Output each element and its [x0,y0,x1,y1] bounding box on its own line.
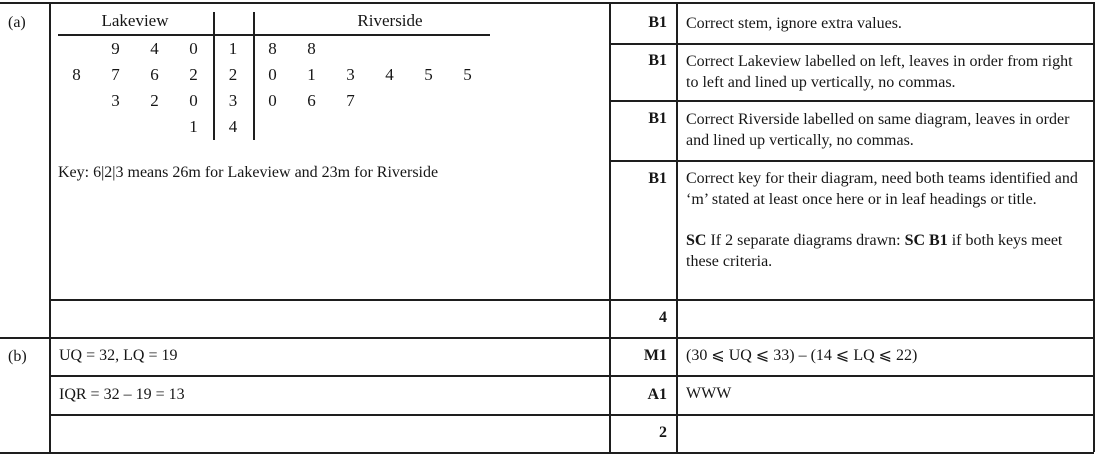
lakeview-leaf: 6 [150,65,159,84]
lakeview-leaf: 8 [72,65,81,84]
stemleaf-row [57,36,487,62]
lakeview-leaf: 2 [189,65,198,84]
lakeview-leaf: 2 [150,91,159,110]
riverside-leaf: 8 [268,39,277,58]
riverside-leaf: 6 [307,91,316,110]
riverside-leaf [253,114,292,140]
lakeview-leaf: 0 [189,91,198,110]
total-marks-b: 2 [659,424,667,441]
stemleaf-key: Key: 6|2|3 means 26m for Lakeview and 23m for Riverside [58,164,439,181]
stemleaf-left-title: Lakeview [101,11,169,30]
riverside-leaf: 1 [307,65,316,84]
riverside-leaf [409,114,448,140]
lakeview-leaf: 9 [111,39,120,58]
riverside-leaf: 7 [346,91,355,110]
mark-b1-lakeview: B1 [648,52,667,69]
stemleaf-row [57,62,487,88]
lakeview-leaf: 0 [189,39,198,58]
stem-digit: 3 [228,91,238,110]
riverside-leaf [370,88,409,114]
riverside-leaf: 0 [268,91,277,110]
stemleaf-row [57,114,487,140]
riverside-leaf: 5 [424,65,433,84]
stem-digit: 2 [228,65,238,84]
lakeview-leaf: 7 [111,65,120,84]
stemleaf-right-title: Riverside [357,11,423,30]
comment-key [676,160,1093,299]
riverside-leaf: 5 [463,65,472,84]
table-border-bottom [0,452,1094,454]
stem-digit: 4 [228,117,238,136]
working-uq-lq: UQ = 32, LQ = 19 [59,347,178,364]
part-label-b: (b) [8,348,27,365]
mark-b1-key: B1 [648,170,667,187]
mark-b1-stem: B1 [648,14,667,31]
total-marks-a: 4 [659,309,667,326]
riverside-leaf [409,36,448,62]
riverside-leaf: 8 [307,39,316,58]
stem-digit: 1 [228,39,238,58]
mark-m1: M1 [643,347,667,364]
comment-m1: (30 ⩽ UQ ⩽ 33) – (14 ⩽ LQ ⩽ 22) [686,346,918,364]
comment-a1: WWW [686,385,732,403]
riverside-leaf [409,88,448,114]
riverside-leaf [331,114,370,140]
sc-note: SC If 2 separate diagrams drawn: SC B1 if both keys meet these criteria. [686,232,1063,270]
stemleaf-row [57,88,487,114]
riverside-leaf: 0 [268,65,277,84]
comment-key-text: Correct key for their diagram, need both teams identified and ‘m’ stated at least once here or in leaf headings or title. [686,170,1078,208]
lakeview-leaf: 4 [150,39,159,58]
lakeview-leaf [96,114,135,140]
riverside-leaf: 4 [385,65,394,84]
lakeview-leaf [57,88,96,114]
lakeview-leaf [57,114,96,140]
riverside-leaf [448,114,487,140]
riverside-leaf [448,36,487,62]
riverside-leaf [331,36,370,62]
table-border-right [1093,2,1095,452]
comment-stem: Correct stem, ignore extra values. [686,15,902,32]
comment-riverside: Correct Riverside labelled on same diagram, leaves in order and lined up vertically, no commas. [686,111,1070,149]
comment-lakeview: Correct Lakeview labelled on left, leaves in order from right to left and lined up vertically, no commas. [686,53,1073,91]
riverside-leaf: 3 [346,65,355,84]
row-divider [49,414,1094,416]
mark-b1-riverside: B1 [648,110,667,127]
working-iqr: IQR = 32 – 19 = 13 [59,385,185,403]
riverside-leaf [292,114,331,140]
mark-a1: A1 [647,385,667,403]
lakeview-leaf [135,114,174,140]
riverside-leaf [448,88,487,114]
stemleaf-grid [57,36,487,140]
lakeview-leaf: 1 [189,117,198,136]
lakeview-leaf: 3 [111,91,120,110]
part-label-a: (a) [8,14,26,31]
row-divider [49,299,1094,301]
riverside-leaf [370,36,409,62]
riverside-leaf [370,114,409,140]
lakeview-leaf [57,36,96,62]
